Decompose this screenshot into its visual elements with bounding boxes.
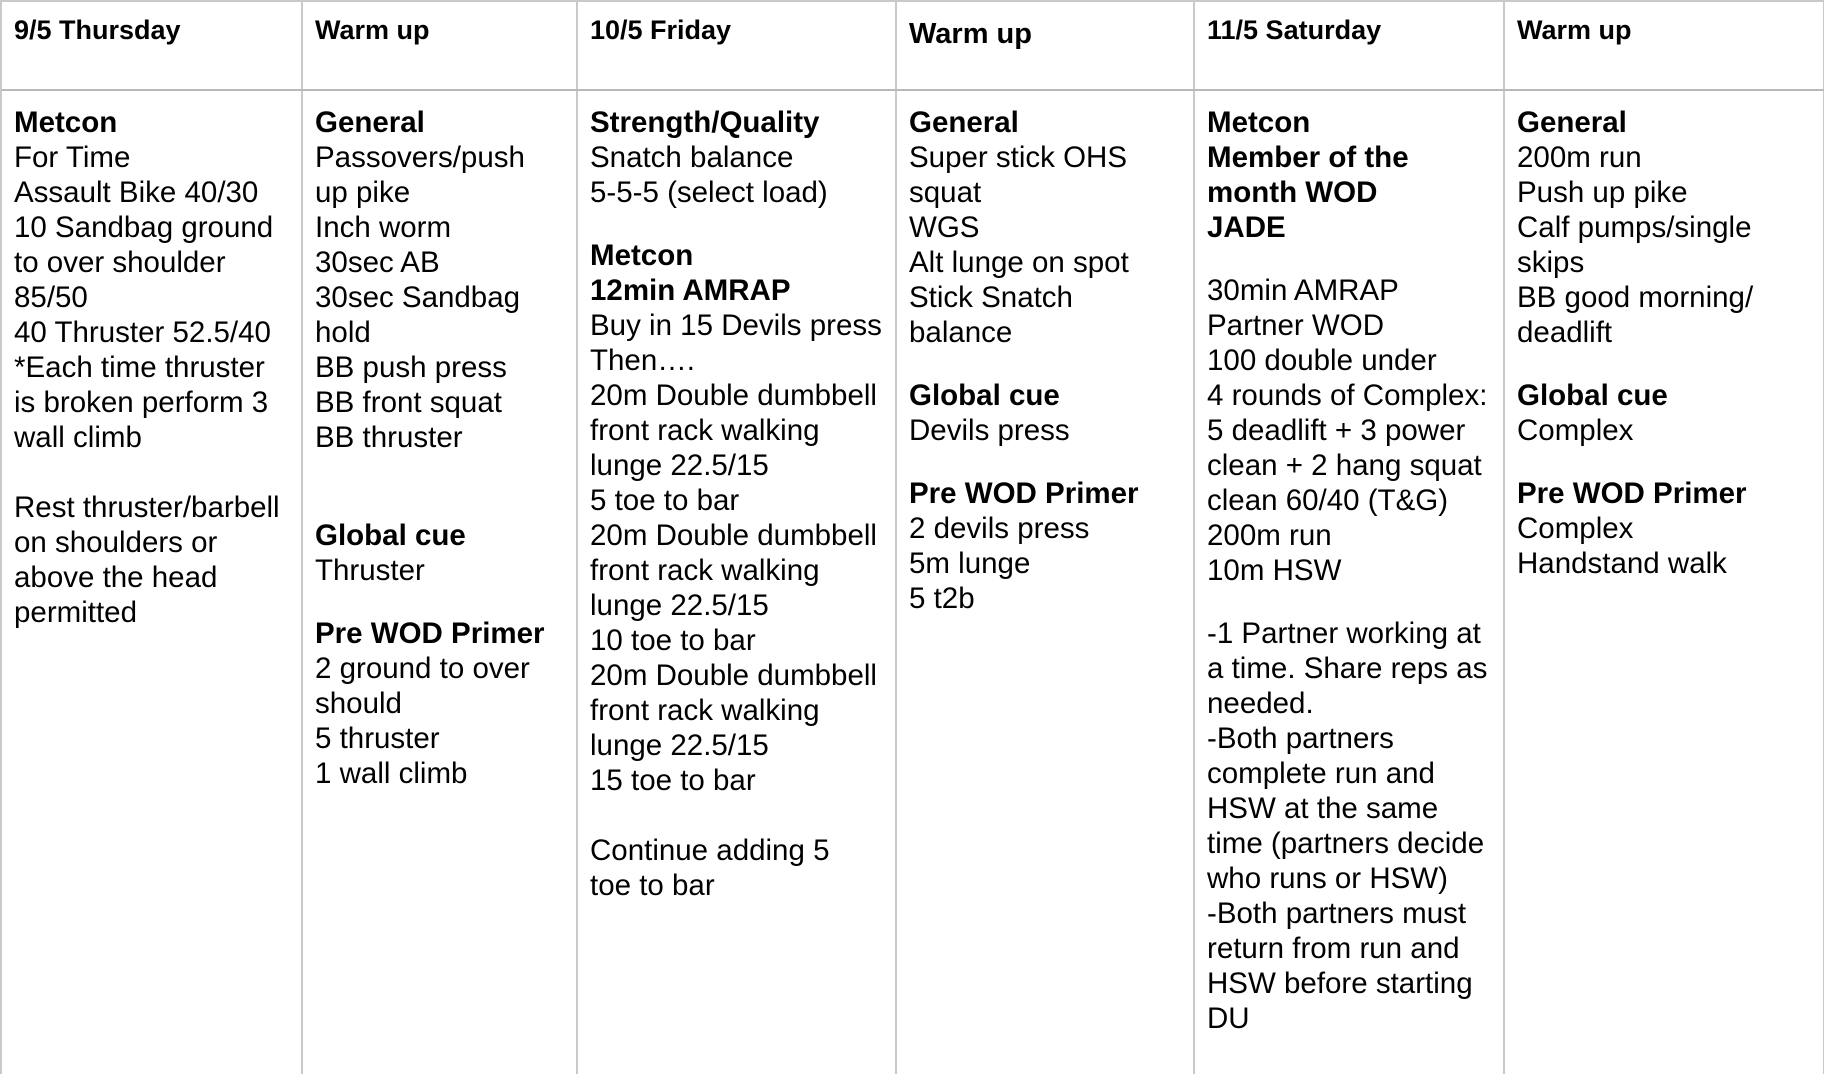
text-line: 5 toe to bar — [590, 484, 740, 517]
section-subtitle: 12min AMRAP — [590, 274, 791, 307]
section-title: Pre WOD Primer — [1517, 477, 1747, 510]
text-line: JADE — [1207, 211, 1286, 244]
friday-wod-note — [590, 833, 889, 903]
text-line: complete run and — [1207, 757, 1435, 790]
header-saturday-warmup: Warm up — [1504, 2, 1824, 90]
friday-wod-cell — [577, 90, 896, 1074]
text-line: a time. Share reps as — [1207, 652, 1488, 685]
saturday-wod-title — [1207, 105, 1497, 245]
text-line: hold — [315, 316, 371, 349]
text-line: Super stick OHS — [909, 141, 1128, 174]
text-line: Partner WOD — [1207, 309, 1385, 342]
text-line: BB push press — [315, 351, 507, 384]
section-title: General — [909, 106, 1019, 139]
text-line: front rack walking — [590, 554, 820, 587]
text-line: return from run and — [1207, 932, 1460, 965]
text-line: squat — [909, 176, 982, 209]
text-line: to over shoulder — [14, 246, 226, 279]
text-line: front rack walking — [590, 414, 820, 447]
saturday-warmup-general — [1517, 140, 1817, 350]
text-line: 30min AMRAP — [1207, 274, 1399, 307]
text-line: above the head — [14, 561, 218, 594]
text-line: 20m Double dumbbell — [590, 379, 877, 412]
text-line: skips — [1517, 246, 1585, 279]
friday-strength-lines — [590, 140, 889, 210]
header-friday-warmup: Warm up — [896, 2, 1194, 90]
text-line: clean + 2 hang squat — [1207, 449, 1482, 482]
section-title: Pre WOD Primer — [909, 477, 1139, 510]
text-line: balance — [909, 316, 1013, 349]
text-line: lunge 22.5/15 — [590, 729, 769, 762]
text-line: *Each time thruster — [14, 351, 265, 384]
text-line: Member of the — [1207, 141, 1409, 174]
text-line: Then…. — [590, 344, 695, 377]
thursday-wod-lines — [14, 140, 295, 455]
section-title: Metcon — [590, 239, 694, 272]
section-title: General — [315, 106, 425, 139]
friday-metcon-lines — [590, 308, 889, 798]
text-line: 5-5-5 (select load) — [590, 176, 828, 209]
header-thursday-warmup: Warm up — [302, 2, 577, 90]
section-title: Global cue — [1517, 379, 1668, 412]
saturday-warmup-cue — [1517, 413, 1817, 448]
text-line: deadlift — [1517, 316, 1613, 349]
text-line: 85/50 — [14, 281, 88, 314]
section-title: Global cue — [909, 379, 1060, 412]
text-line: Complex — [1517, 512, 1634, 545]
text-line: toe to bar — [590, 869, 715, 902]
text-line: is broken perform 3 — [14, 386, 269, 419]
text-line: Continue adding 5 — [590, 834, 830, 867]
text-line: 15 toe to bar — [590, 764, 756, 797]
text-line: Buy in 15 Devils press — [590, 309, 882, 342]
friday-warmup-general — [909, 140, 1187, 350]
text-line: lunge 22.5/15 — [590, 589, 769, 622]
text-line: should — [315, 687, 402, 720]
text-line: Alt lunge on spot — [909, 246, 1129, 279]
text-line: HSW at the same — [1207, 792, 1439, 825]
thursday-warmup-general — [315, 140, 570, 455]
text-line: BB front squat — [315, 386, 502, 419]
text-line: For Time — [14, 141, 131, 174]
section-title: General — [1517, 106, 1627, 139]
text-line: 40 Thruster 52.5/40 — [14, 316, 271, 349]
workout-schedule-table — [2, 2, 1824, 1074]
text-line: Metcon — [1207, 106, 1311, 139]
text-line: Complex — [1517, 414, 1634, 447]
saturday-wod-cell — [1194, 90, 1504, 1074]
text-line: WGS — [909, 211, 980, 244]
text-line: Rest thruster/barbell — [14, 491, 280, 524]
text-line: 100 double under — [1207, 344, 1437, 377]
text-line: who runs or HSW) — [1207, 862, 1448, 895]
text-line: 1 wall climb — [315, 757, 468, 790]
text-line: wall climb — [14, 421, 142, 454]
text-line: Passovers/push — [315, 141, 525, 174]
text-line: time (partners decide — [1207, 827, 1485, 860]
text-line: 200m run — [1517, 141, 1642, 174]
text-line: 20m Double dumbbell — [590, 659, 877, 692]
text-line: 30sec Sandbag — [315, 281, 521, 314]
header-saturday: 11/5 Saturday — [1194, 2, 1504, 90]
text-line: Assault Bike 40/30 — [14, 176, 259, 209]
section-title: Pre WOD Primer — [315, 617, 545, 650]
text-line: 5 deadlift + 3 power — [1207, 414, 1466, 447]
text-line: Inch worm — [315, 211, 452, 244]
text-line: 4 rounds of Complex: — [1207, 379, 1488, 412]
text-line: BB good morning/ — [1517, 281, 1754, 314]
text-line: Stick Snatch — [909, 281, 1073, 314]
friday-warmup-cell — [896, 90, 1194, 1074]
text-line: 2 devils press — [909, 512, 1090, 545]
thursday-warmup-cue — [315, 553, 570, 588]
saturday-warmup-primer — [1517, 511, 1817, 581]
text-line: Handstand walk — [1517, 547, 1727, 580]
section-title: Global cue — [315, 519, 466, 552]
text-line: clean 60/40 (T&G) — [1207, 484, 1449, 517]
text-line: 10m HSW — [1207, 554, 1342, 587]
section-title: Strength/Quality — [590, 106, 820, 139]
text-line: Push up pike — [1517, 176, 1688, 209]
text-line: 10 toe to bar — [590, 624, 756, 657]
text-line: Calf pumps/single — [1517, 211, 1752, 244]
section-title: Metcon — [14, 106, 118, 139]
text-line: 5m lunge — [909, 547, 1031, 580]
text-line: DU — [1207, 1002, 1250, 1035]
text-line: needed. — [1207, 687, 1314, 720]
text-line: 10 Sandbag ground — [14, 211, 274, 244]
header-friday: 10/5 Friday — [577, 2, 896, 90]
text-line: HSW before starting — [1207, 967, 1473, 1000]
text-line: -Both partners — [1207, 722, 1394, 755]
thursday-warmup-primer — [315, 651, 570, 791]
text-line: BB thruster — [315, 421, 463, 454]
text-line: on shoulders or — [14, 526, 218, 559]
text-line: front rack walking — [590, 694, 820, 727]
text-line: permitted — [14, 596, 137, 629]
text-line: Thruster — [315, 554, 425, 587]
text-line: up pike — [315, 176, 411, 209]
text-line: -1 Partner working at — [1207, 617, 1481, 650]
content-row — [2, 90, 1824, 1074]
header-thursday: 9/5 Thursday — [2, 2, 302, 90]
text-line: lunge 22.5/15 — [590, 449, 769, 482]
text-line: 2 ground to over — [315, 652, 530, 685]
friday-warmup-cue — [909, 413, 1187, 448]
saturday-wod-notes — [1207, 616, 1497, 1036]
thursday-warmup-cell — [302, 90, 577, 1074]
saturday-warmup-cell — [1504, 90, 1824, 1074]
text-line: -Both partners must — [1207, 897, 1467, 930]
text-line: month WOD — [1207, 176, 1378, 209]
header-row — [2, 2, 1824, 90]
friday-warmup-primer — [909, 511, 1187, 616]
text-line: Devils press — [909, 414, 1070, 447]
text-line: 5 t2b — [909, 582, 975, 615]
text-line: Snatch balance — [590, 141, 794, 174]
text-line: 20m Double dumbbell — [590, 519, 877, 552]
text-line: 5 thruster — [315, 722, 440, 755]
thursday-wod-note — [14, 490, 295, 630]
text-line: 30sec AB — [315, 246, 440, 279]
saturday-wod-lines — [1207, 273, 1497, 588]
thursday-wod-cell — [2, 90, 302, 1074]
text-line: 200m run — [1207, 519, 1332, 552]
